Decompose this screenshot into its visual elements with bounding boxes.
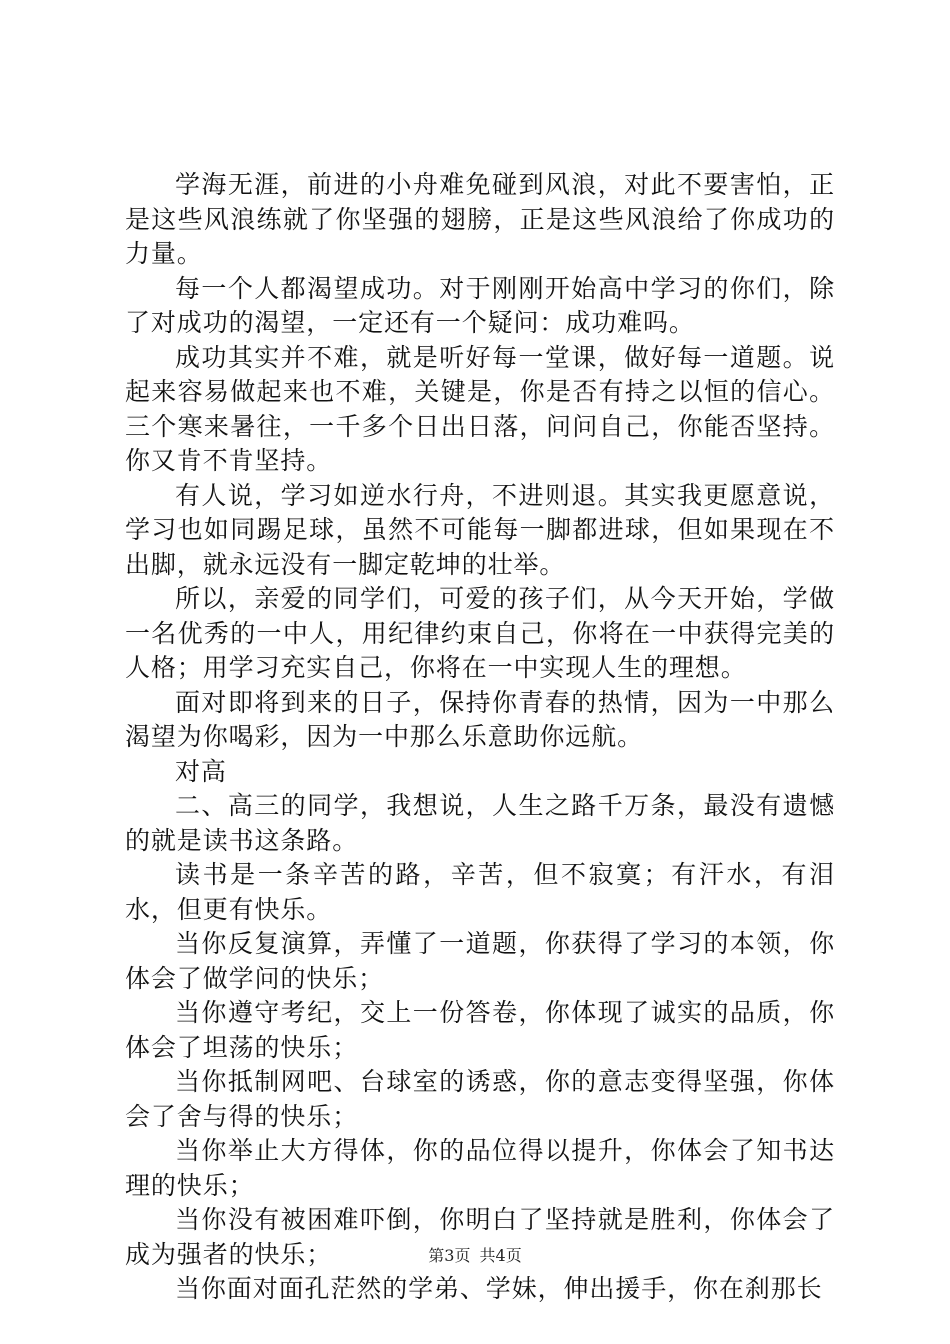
paragraph: 学海无涯，前进的小舟难免碰到风浪，对此不要害怕，正是这些风浪练就了你坚强的翅膀，正是这些风浪给了你成功的力量。 [125,170,835,268]
paragraph: 当你遵守考纪，交上一份答卷，你体现了诚实的品质，你体会了坦荡的快乐； [125,998,835,1062]
paragraph: 当你面对面孔茫然的学弟、学妹，伸出援手，你在刹那长 [175,1274,823,1303]
paragraph: 面对即将到来的日子，保持你青春的热情，因为一中那么渴望为你喝彩，因为一中那么乐意助你远航。 [125,687,835,751]
page-footer [0,1246,950,1266]
paragraph: 有人说，学习如逆水行舟，不进则退。其实我更愿意说，学习也如同踢足球，虽然不可能每一脚都进球，但如果现在不出脚，就永远没有一脚定乾坤的壮举。 [125,480,835,579]
paragraph: 对高 [175,756,227,786]
paragraph: 当你没有被困难吓倒，你明白了坚持就是胜利，你体会了成为强者的快乐； [125,1205,835,1269]
page-number: 第3页 [428,1246,471,1265]
paragraph: 每一个人都渴望成功。对于刚刚开始高中学习的你们，除了对成功的渴望，一定还有一个疑问：成功难吗。 [125,273,835,337]
paragraph: 当你抵制网吧、台球室的诱惑，你的意志变得坚强，你体会了舍与得的快乐； [125,1067,835,1131]
paragraph: 所以，亲爱的同学们，可爱的孩子们，从今天开始，学做一名优秀的一中人，用纪律约束自己，你将在一中获得完美的人格；用学习充实自己，你将在一中实现人生的理想。 [125,584,835,682]
page-total: 共4页 [479,1246,522,1265]
paragraph: 当你反复演算，弄懂了一道题，你获得了学习的本领，你体会了做学问的快乐； [125,929,835,993]
paragraph: 成功其实并不难，就是听好每一堂课，做好每一道题。说起来容易做起来也不难，关键是，你是否有持之以恒的信心。三个寒来暑往，一千多个日出日落，问问自己，你能否坚持。你又肯不肯坚持。 [125,342,835,475]
document-body [125,168,835,1307]
paragraph: 读书是一条辛苦的路，辛苦，但不寂寞；有汗水，有泪水，但更有快乐。 [125,860,835,924]
paragraph: 当你举止大方得体，你的品位得以提升，你体会了知书达理的快乐； [125,1136,835,1200]
paragraph: 二、高三的同学，我想说，人生之路千万条，最没有遗憾的就是读书这条路。 [125,791,835,855]
